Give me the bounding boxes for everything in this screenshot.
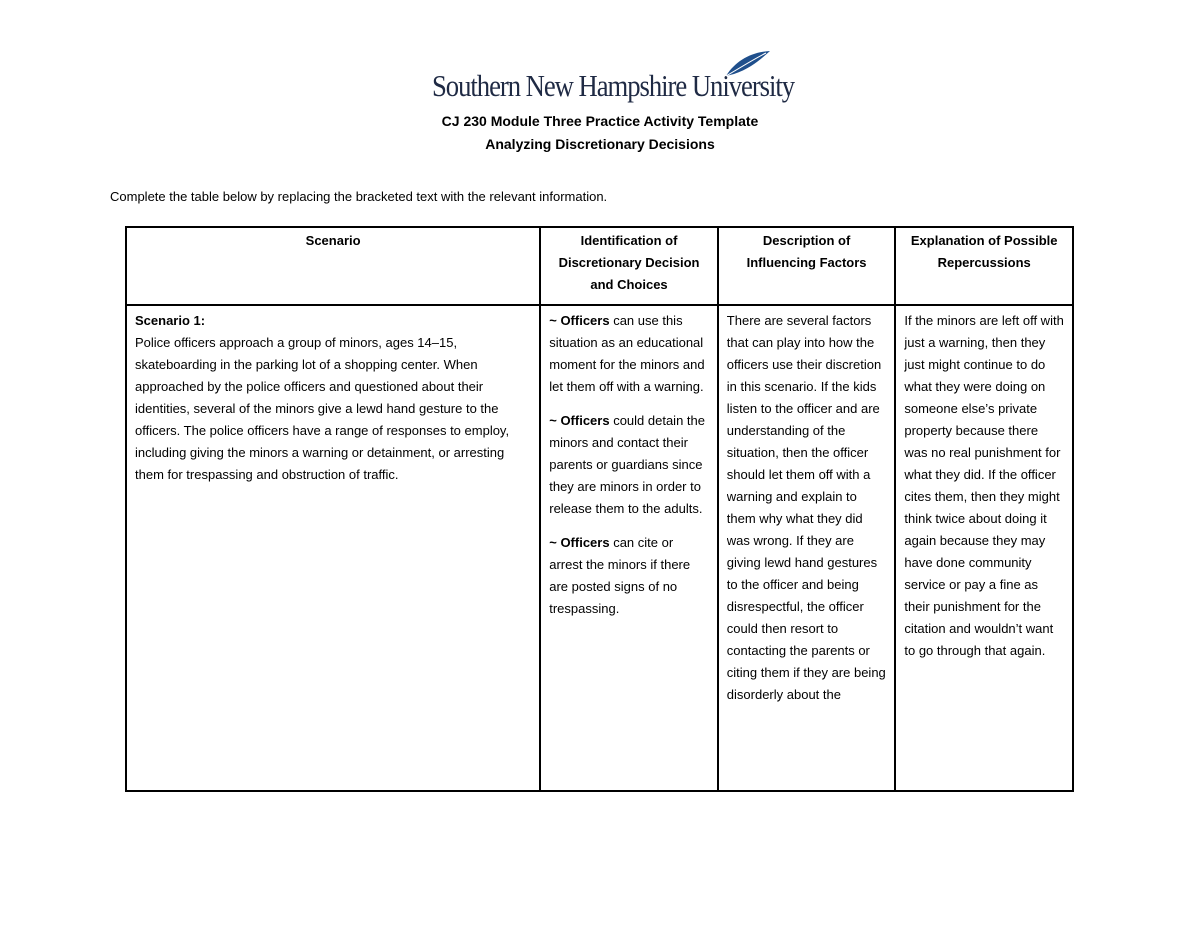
header-identification: Identification of Discretionary Decision and Choices xyxy=(540,227,718,305)
instruction-text: Complete the table below by replacing the bracketed text with the relevant information. xyxy=(110,189,608,204)
choice-text: can use this situation as an educational moment for the minors and let them off with a warning. xyxy=(549,313,705,394)
choices-cell[interactable] xyxy=(540,305,718,791)
factors-cell[interactable] xyxy=(718,305,896,791)
university-logo xyxy=(432,50,795,105)
repercussions-text: If the minors are left off with just a warning, then they just might continue to do what they were doing on someone else’s private property because there was no real punishment for what they did. If the officer cites them, then they might think twice about doing it again because they may have done community service or pay a fine as their punishment for the citation and wouldn’t want to go through that again. xyxy=(904,313,1064,658)
scenario-title: Scenario 1: xyxy=(135,313,206,328)
document-subtitle: Analyzing Discretionary Decisions xyxy=(485,136,715,152)
header-description: Description of Influencing Factors xyxy=(718,227,896,305)
choice-text: can cite or arrest the minors if there are posted signs of no trespassing. xyxy=(549,535,691,616)
repercussions-cell[interactable] xyxy=(895,305,1073,791)
scenario-cell[interactable] xyxy=(126,305,540,791)
scenario-text: Police officers approach a group of minors, ages 14–15, skateboarding in the parking lot of a shopping center. When approached by the police officers and questioned about their identities, several of the minors give a lewd hand gesture to the officers. The police officers have a range of responses to employ, including giving the minors a warning or detainment, or arresting them for trespassing and obstruction of traffic. xyxy=(135,335,510,482)
document-title: CJ 230 Module Three Practice Activity Template xyxy=(441,113,759,129)
logo-wordmark: Southern New Hampshire University xyxy=(432,68,795,103)
choice-item xyxy=(549,410,709,520)
choice-lead: ~ Officers xyxy=(549,313,610,328)
choice-item xyxy=(549,310,709,398)
table-row xyxy=(126,305,1073,791)
choice-item xyxy=(549,532,709,620)
choice-text: could detain the minors and contact their parents or guardians since they are minors in order to release them to the adults. xyxy=(549,413,705,516)
activity-table xyxy=(125,226,1074,792)
header-scenario: Scenario xyxy=(126,227,540,305)
choice-lead: ~ Officers xyxy=(549,413,610,428)
choice-lead: ~ Officers xyxy=(549,535,610,550)
factors-text: There are several factors that can play into how the officers use their discretion in this scenario. If the kids listen to the officer and are understanding of the situation, then the officer should let them off with a warning and explain to them why what they did was wrong. If they are giving lewd hand gestures to the officer and being disrespectful, the officer could then resort to contacting the parents or citing them if they are being disorderly about the xyxy=(726,313,886,702)
header-explanation: Explanation of Possible Repercussions xyxy=(895,227,1073,305)
table-header-row xyxy=(126,227,1073,305)
leaf-icon xyxy=(722,50,772,78)
